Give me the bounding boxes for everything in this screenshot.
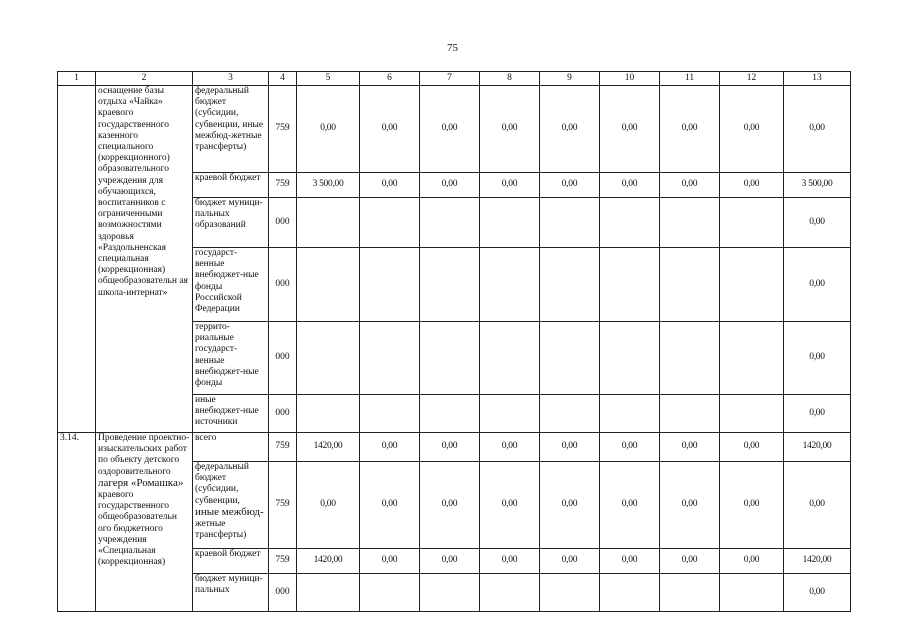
description-text: Проведение проектно-изыскательских работ по объекту детского оздоровительного <box>98 433 190 477</box>
value-cell <box>420 395 480 433</box>
value-cell <box>297 248 360 322</box>
value-cell: 0,00 <box>660 433 720 462</box>
budget-table <box>57 71 851 612</box>
value-cell <box>600 322 660 395</box>
budget-code: 000 <box>269 574 297 612</box>
value-cell: 0,00 <box>600 433 660 462</box>
value-cell <box>297 395 360 433</box>
header-cell: 10 <box>600 72 660 86</box>
value-cell <box>660 322 720 395</box>
value-cell <box>540 322 600 395</box>
value-cell: 0,00 <box>784 462 851 549</box>
measure-description <box>96 433 193 612</box>
value-cell <box>480 322 540 395</box>
value-cell: 0,00 <box>420 433 480 462</box>
value-cell: 1420,00 <box>784 549 851 574</box>
value-cell: 0,00 <box>420 462 480 549</box>
value-cell: 0,00 <box>540 86 600 173</box>
value-cell: 0,00 <box>297 462 360 549</box>
value-cell: 0,00 <box>720 86 784 173</box>
budget-code: 000 <box>269 198 297 248</box>
value-cell: 0,00 <box>660 549 720 574</box>
funding-source <box>193 462 269 549</box>
header-row <box>58 72 851 86</box>
value-cell <box>540 248 600 322</box>
value-cell <box>297 322 360 395</box>
value-cell <box>480 248 540 322</box>
value-cell: 0,00 <box>660 462 720 549</box>
description-text-large: лагеря «Ромашка» <box>98 476 184 489</box>
value-cell <box>540 198 600 248</box>
value-cell <box>660 574 720 612</box>
funding-source: краевой бюджет <box>193 173 269 198</box>
value-cell: 0,00 <box>360 86 420 173</box>
budget-code: 000 <box>269 322 297 395</box>
value-cell: 0,00 <box>540 433 600 462</box>
header-cell: 6 <box>360 72 420 86</box>
value-cell: 0,00 <box>784 248 851 322</box>
value-cell <box>720 395 784 433</box>
header-cell: 1 <box>58 72 96 86</box>
budget-code: 759 <box>269 433 297 462</box>
table-row <box>58 86 851 173</box>
source-text-large: иные межбюд- <box>195 505 264 518</box>
funding-source: федеральный бюджет (субсидии, субвенции, иные межбюд-жетные трансферты) <box>193 86 269 173</box>
value-cell <box>540 574 600 612</box>
value-cell <box>360 395 420 433</box>
source-text: федеральный бюджет (субсидии, субвенции, <box>195 462 249 506</box>
value-cell <box>480 198 540 248</box>
value-cell: 0,00 <box>420 549 480 574</box>
value-cell: 0,00 <box>720 549 784 574</box>
value-cell <box>420 248 480 322</box>
value-cell: 0,00 <box>660 173 720 198</box>
value-cell: 0,00 <box>720 433 784 462</box>
value-cell: 0,00 <box>480 173 540 198</box>
value-cell: 0,00 <box>540 173 600 198</box>
value-cell <box>600 395 660 433</box>
value-cell: 3 500,00 <box>297 173 360 198</box>
budget-code: 000 <box>269 395 297 433</box>
value-cell <box>720 198 784 248</box>
value-cell <box>360 322 420 395</box>
value-cell <box>720 248 784 322</box>
value-cell: 0,00 <box>480 549 540 574</box>
value-cell: 0,00 <box>360 173 420 198</box>
value-cell: 0,00 <box>784 198 851 248</box>
budget-code: 759 <box>269 462 297 549</box>
value-cell: 0,00 <box>784 86 851 173</box>
funding-source: бюджет муници-пальных <box>193 574 269 612</box>
value-cell <box>660 248 720 322</box>
header-cell: 2 <box>96 72 193 86</box>
header-cell: 9 <box>540 72 600 86</box>
value-cell: 0,00 <box>420 86 480 173</box>
budget-code: 000 <box>269 248 297 322</box>
value-cell <box>297 198 360 248</box>
funding-source: государст-венные внебюджет-ные фонды Российской Федерации <box>193 248 269 322</box>
value-cell: 0,00 <box>297 86 360 173</box>
value-cell <box>660 395 720 433</box>
funding-source: иные внебюджет-ные источники <box>193 395 269 433</box>
value-cell: 0,00 <box>784 322 851 395</box>
description-text: краевого государственного общеобразовательн ого бюджетного учреждения «Специальная (коррекционная) <box>98 490 177 568</box>
funding-source: краевой бюджет <box>193 549 269 574</box>
value-cell: 0,00 <box>480 433 540 462</box>
value-cell: 1420,00 <box>784 433 851 462</box>
value-cell: 0,00 <box>600 173 660 198</box>
value-cell <box>720 574 784 612</box>
value-cell: 0,00 <box>360 462 420 549</box>
value-cell <box>480 395 540 433</box>
value-cell <box>480 574 540 612</box>
value-cell: 1420,00 <box>297 549 360 574</box>
value-cell <box>360 198 420 248</box>
value-cell: 0,00 <box>720 462 784 549</box>
row-index-cell <box>58 86 96 433</box>
value-cell <box>420 322 480 395</box>
value-cell: 0,00 <box>720 173 784 198</box>
value-cell <box>540 395 600 433</box>
value-cell <box>600 574 660 612</box>
value-cell <box>420 574 480 612</box>
value-cell: 0,00 <box>600 86 660 173</box>
value-cell: 0,00 <box>360 433 420 462</box>
budget-code: 759 <box>269 86 297 173</box>
value-cell: 0,00 <box>660 86 720 173</box>
value-cell <box>360 248 420 322</box>
page-number: 75 <box>447 42 458 54</box>
value-cell: 0,00 <box>540 462 600 549</box>
value-cell: 0,00 <box>600 462 660 549</box>
header-cell: 11 <box>660 72 720 86</box>
header-cell: 13 <box>784 72 851 86</box>
value-cell <box>360 574 420 612</box>
value-cell: 0,00 <box>784 574 851 612</box>
value-cell: 0,00 <box>480 86 540 173</box>
value-cell: 0,00 <box>784 395 851 433</box>
value-cell <box>297 574 360 612</box>
value-cell: 0,00 <box>480 462 540 549</box>
value-cell: 0,00 <box>600 549 660 574</box>
header-cell: 4 <box>269 72 297 86</box>
table-row <box>58 433 851 462</box>
value-cell <box>600 248 660 322</box>
row-index: 3.14. <box>58 433 96 612</box>
header-cell: 7 <box>420 72 480 86</box>
value-cell <box>600 198 660 248</box>
value-cell: 1420,00 <box>297 433 360 462</box>
source-text: жетные трансферты) <box>195 519 247 541</box>
value-cell: 0,00 <box>540 549 600 574</box>
funding-source: бюджет муници-пальных образований <box>193 198 269 248</box>
budget-code: 759 <box>269 549 297 574</box>
header-cell: 8 <box>480 72 540 86</box>
value-cell <box>720 322 784 395</box>
value-cell: 0,00 <box>420 173 480 198</box>
measure-description: оснащение базы отдыха «Чайка» краевого государственного казенного специального (коррекционного) образовательного учреждения для обучающихся, воспитанников с ограниченными возможностями здоровья «Раздольненская специальная (коррекционная) общеобразовательн ая школа-интернат» <box>96 86 193 433</box>
value-cell <box>660 198 720 248</box>
header-cell: 3 <box>193 72 269 86</box>
funding-source: террито-риальные государст-венные внебюджет-ные фонды <box>193 322 269 395</box>
header-cell: 5 <box>297 72 360 86</box>
value-cell: 3 500,00 <box>784 173 851 198</box>
budget-code: 759 <box>269 173 297 198</box>
value-cell: 0,00 <box>360 549 420 574</box>
header-cell: 12 <box>720 72 784 86</box>
funding-source: всего <box>193 433 269 462</box>
value-cell <box>420 198 480 248</box>
